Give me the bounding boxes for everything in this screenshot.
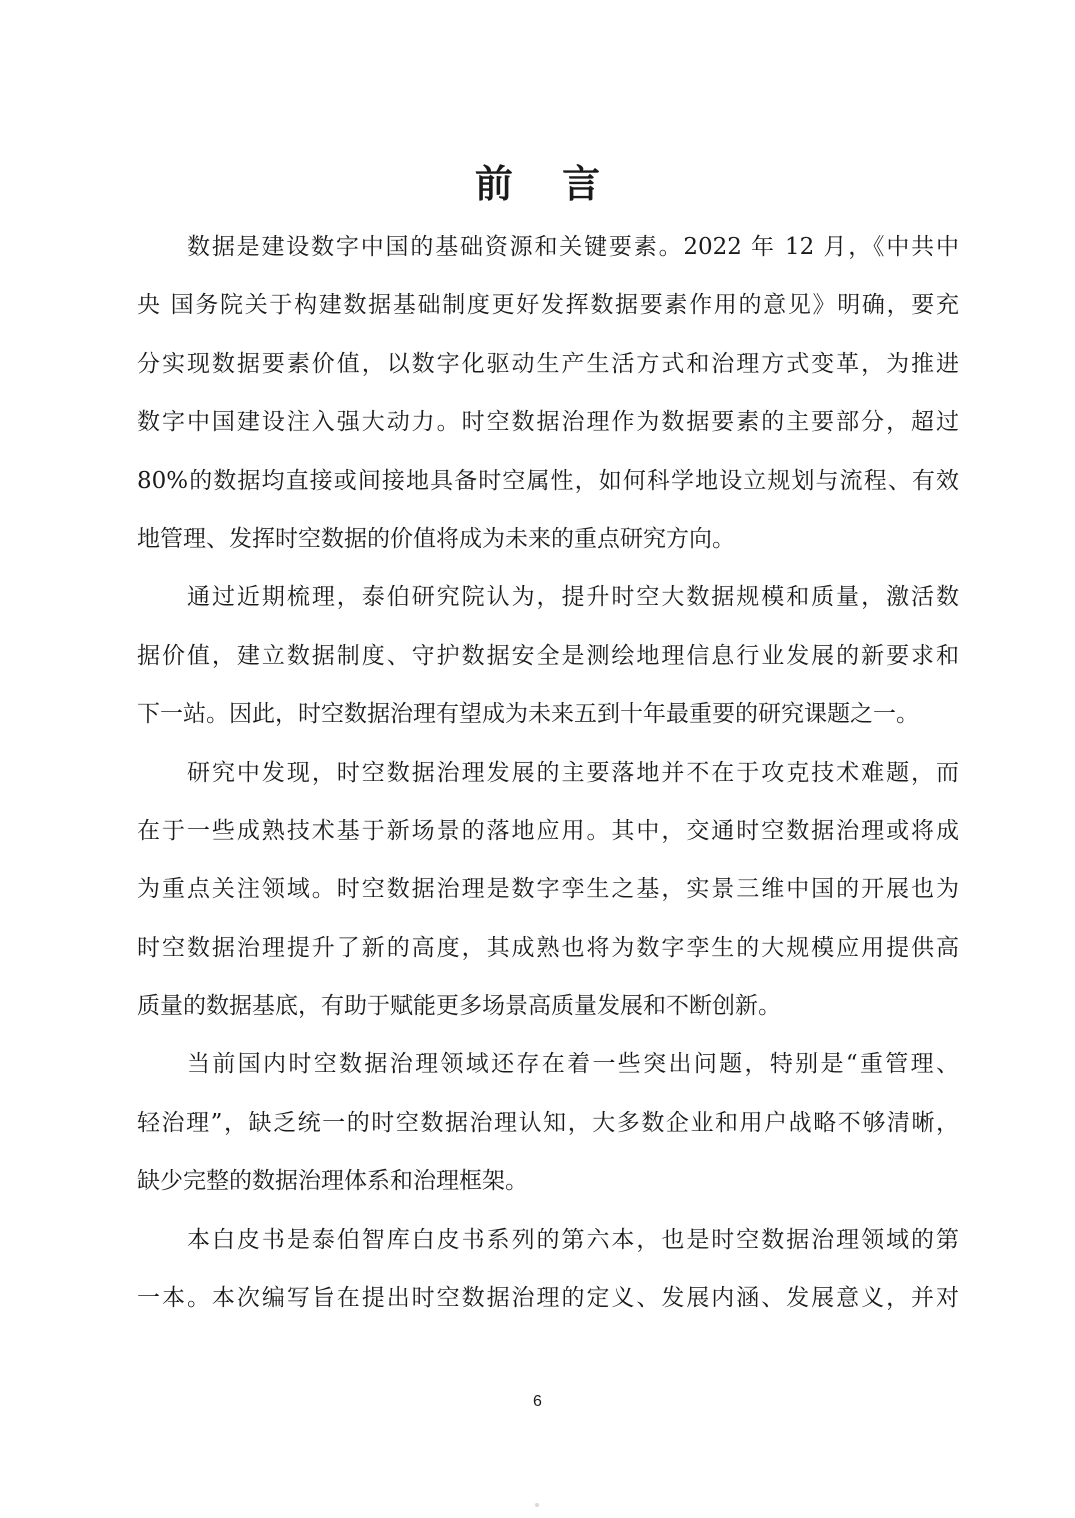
text-line: 地管理、发挥时空数据的价值将成为未来的重点研究方向。 [137, 525, 735, 552]
text-line: 当前国内时空数据治理领域还存在着一些突出问题，特别是“重管理、 [187, 1051, 959, 1078]
text-line: 数据是建设数字中国的基础资源和关键要素。2022 年 12 月，《中共中 [187, 234, 959, 260]
text-line: 据价值，建立数据制度、守护数据安全是测绘地理信息行业发展的新要求和 [137, 642, 959, 669]
text-line: 数字中国建设注入强大动力。时空数据治理作为数据要素的主要部分，超过 [137, 409, 959, 436]
text-line: 为重点关注领域。时空数据治理是数字孪生之基，实景三维中国的开展也为 [137, 876, 959, 903]
text-line: 本白皮书是泰伯智库白皮书系列的第六本，也是时空数据治理领域的第 [187, 1226, 959, 1253]
footer-dot [535, 1503, 539, 1507]
page-number: 6 [533, 1393, 542, 1410]
text-line: 时空数据治理提升了新的高度，其成熟也将为数字孪生的大规模应用提供高 [137, 934, 959, 961]
text-line: 轻治理”，缺乏统一的时空数据治理认知，大多数企业和用户战略不够清晰， [137, 1109, 959, 1136]
text-line: 质量的数据基底，有助于赋能更多场景高质量发展和不断创新。 [137, 993, 781, 1020]
text-line: 下一站。因此，时空数据治理有望成为未来五到十年最重要的研究课题之一。 [137, 701, 919, 728]
text-line: 80%的数据均直接或间接地具备时空属性，如何科学地设立规划与流程、有效 [137, 467, 959, 494]
text-line: 缺少完整的数据治理体系和治理框架。 [137, 1168, 528, 1195]
text-line: 在于一些成熟技术基于新场景的落地应用。其中，交通时空数据治理或将成 [137, 817, 959, 844]
text-line: 研究中发现，时空数据治理发展的主要落地并不在于攻克技术难题，而 [187, 759, 959, 786]
text-line: 央 国务院关于构建数据基础制度更好发挥数据要素作用的意见》明确，要充 [137, 292, 959, 319]
text-line: 一本。本次编写旨在提出时空数据治理的定义、发展内涵、发展意义，并对 [137, 1285, 959, 1312]
text-line: 分实现数据要素价值，以数字化驱动生产生活方式和治理方式变革，为推进 [137, 350, 959, 377]
page-title: 前 言 [474, 162, 619, 206]
preface-body [137, 218, 959, 1327]
text-line: 通过近期梳理，泰伯研究院认为，提升时空大数据规模和质量，激活数 [187, 584, 959, 611]
